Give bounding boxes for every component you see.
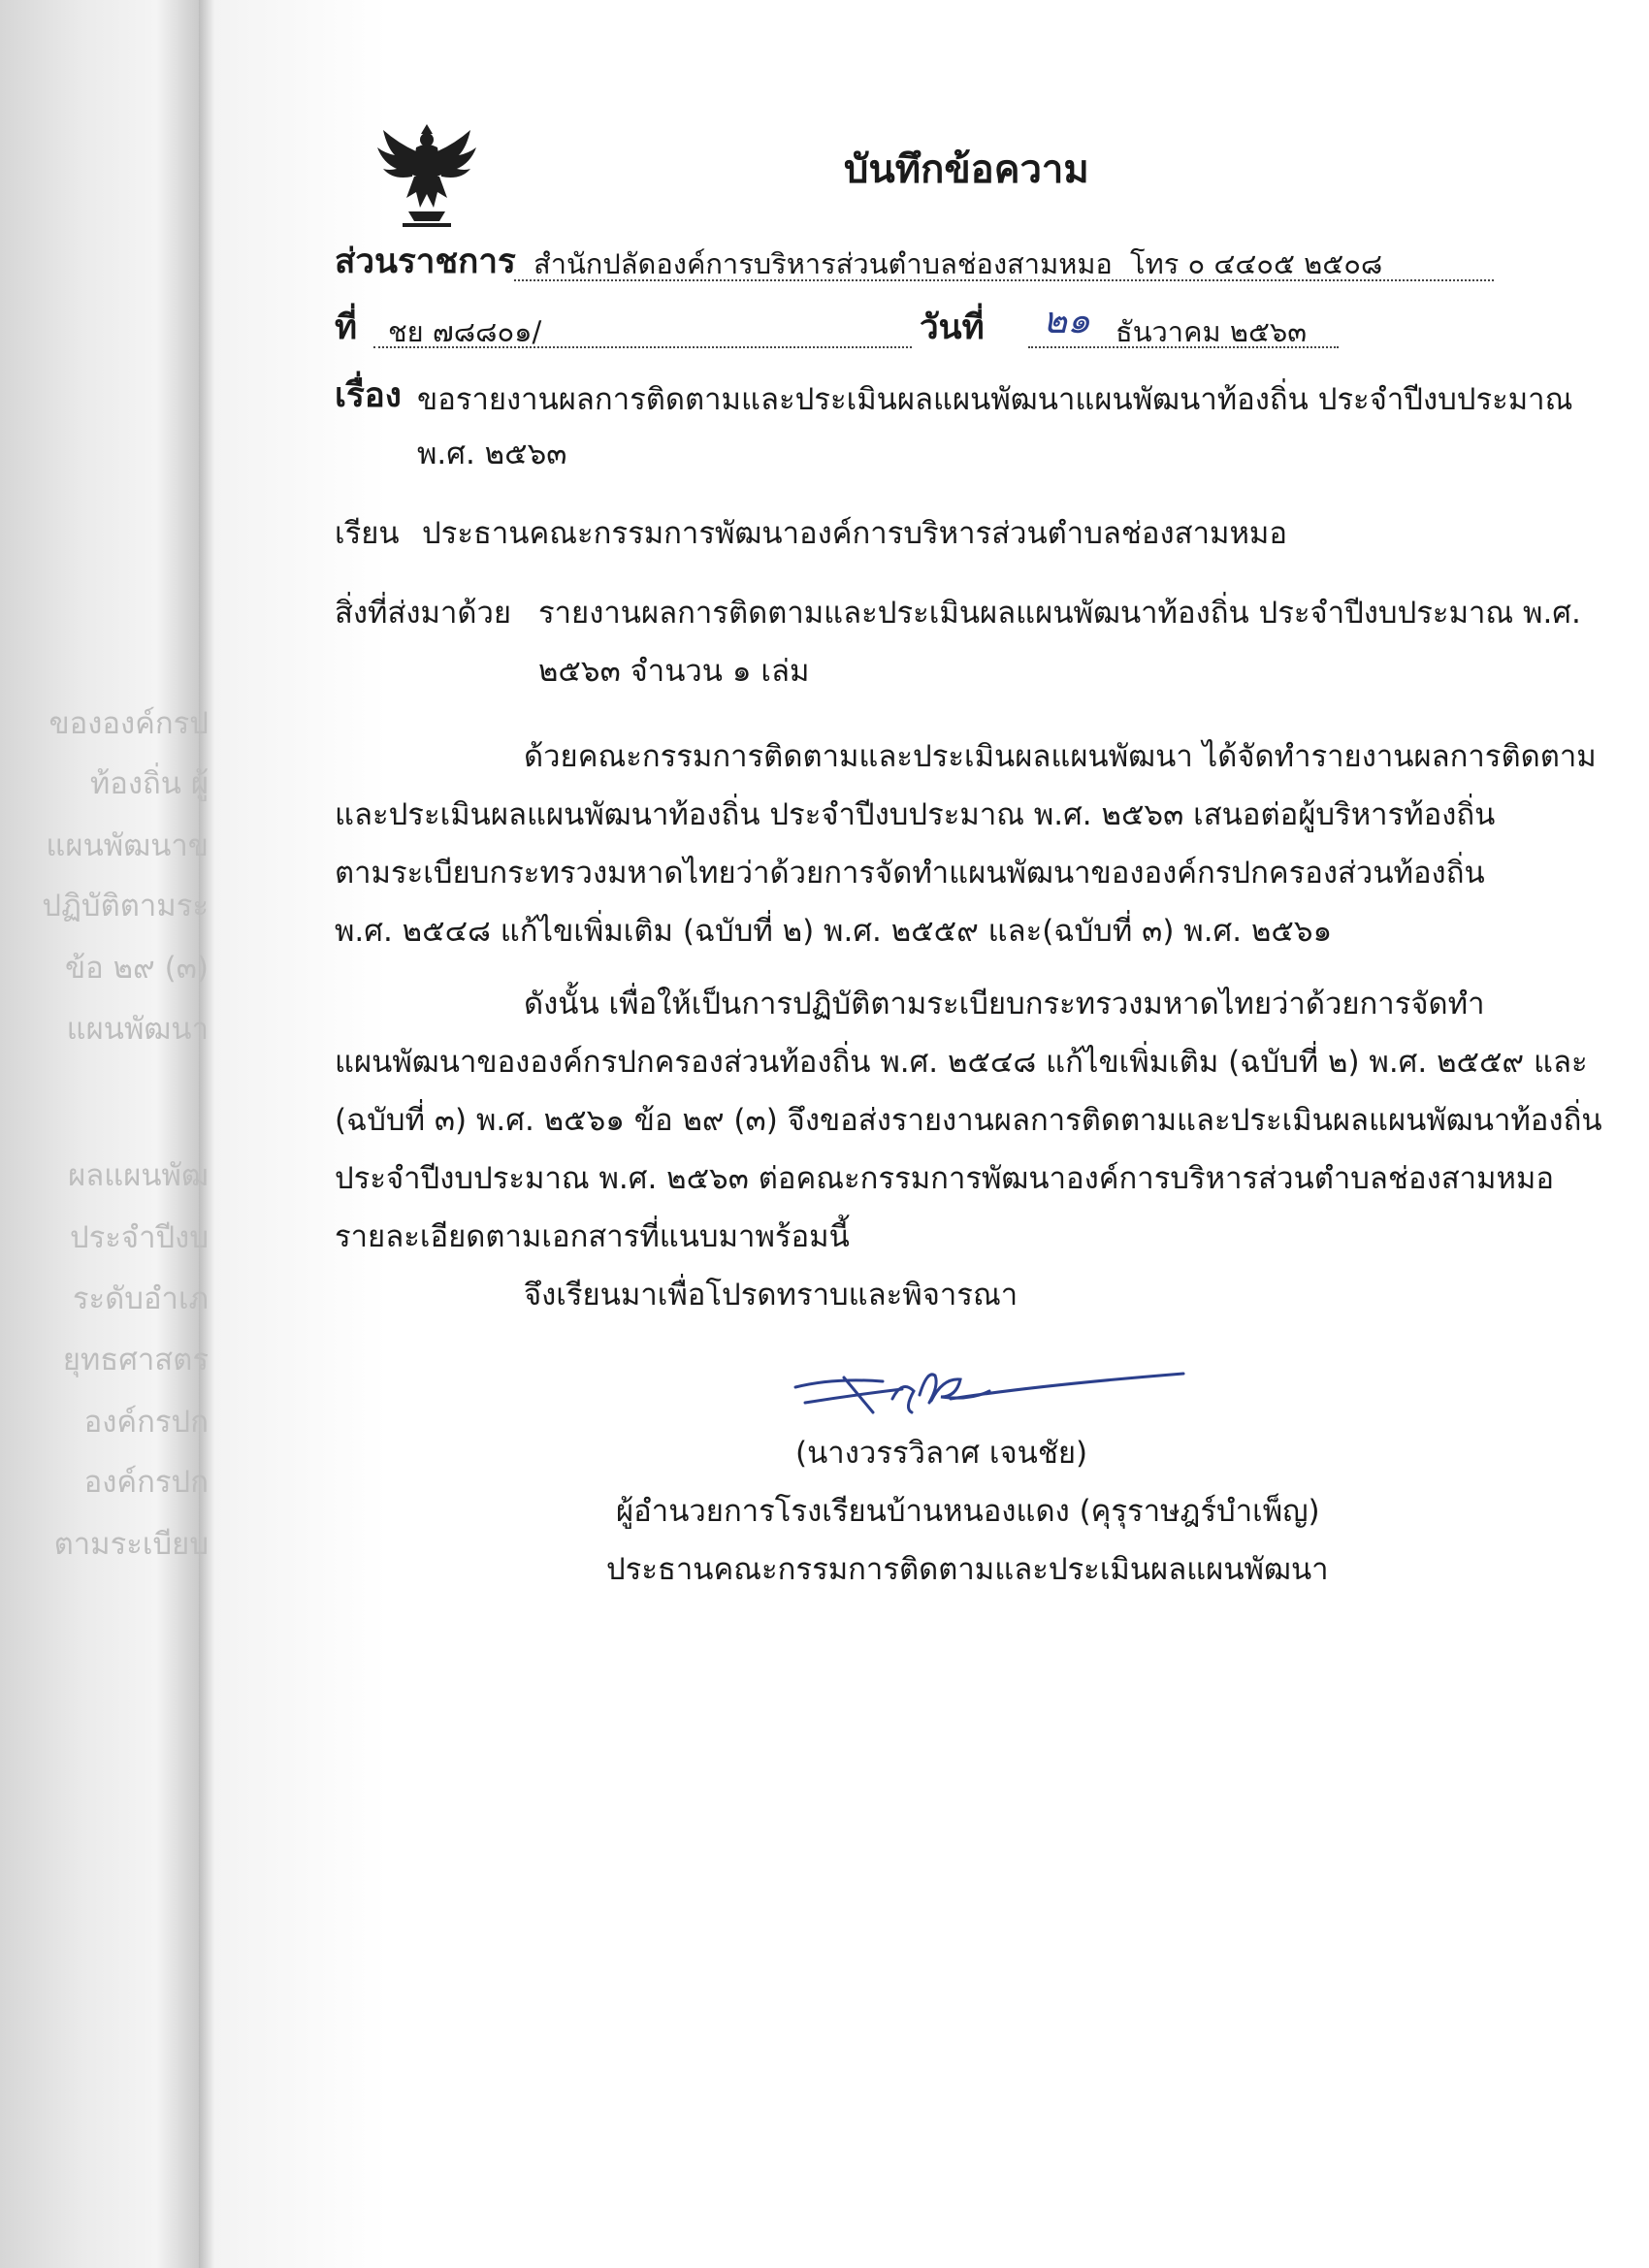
body-p2-line: ดังนั้น เพื่อให้เป็นการปฏิบัติตามระเบียบกระทรวงมหาดไทยว่าด้วยการจัดทำ xyxy=(524,987,1485,1021)
phone-value: โทร ๐ ๔๔๐๕ ๒๕๐๘ xyxy=(1130,247,1383,280)
bleed-line: ปฏิบัติตามระ xyxy=(42,889,209,923)
signatory-position-1: ผู้อำนวยการโรงเรียนบ้านหนองแดง (คุรุราษฎร์บำเพ็ญ) xyxy=(616,1494,1320,1529)
signatory-position-2: ประธานคณะกรรมการติดตามและประเมินผลแผนพัฒนา xyxy=(606,1552,1329,1587)
to-label: เรียน xyxy=(335,516,400,551)
bleed-line: แผนพัฒนา xyxy=(66,1012,209,1047)
body-p2-line: แผนพัฒนาขององค์กรปกครองส่วนท้องถิ่น พ.ศ. ๒๕๔๘ แก้ไขเพิ่มเติม (ฉบับที่ ๒) พ.ศ. ๒๕๕๙ และ xyxy=(335,1045,1588,1080)
body-p2-line: รายละเอียดตามเอกสารที่แนบมาพร้อมนี้ xyxy=(335,1219,850,1254)
bleed-line: ท้องถิ่น ผู้ xyxy=(89,766,209,801)
handwritten-signature xyxy=(786,1356,1193,1424)
body-p1-line: พ.ศ. ๒๕๔๘ แก้ไขเพิ่มเติม (ฉบับที่ ๒) พ.ศ. ๒๕๕๙ และ(ฉบับที่ ๓) พ.ศ. ๒๕๖๑ xyxy=(335,914,1333,949)
bleed-line: ยุทธศาสตร xyxy=(62,1343,209,1377)
date-month-year: ธันวาคม ๒๕๖๓ xyxy=(1116,315,1308,348)
bleed-line: ระดับอำเภ xyxy=(72,1281,209,1316)
signatory-name: (นางวรรวิลาศ เจนชัย) xyxy=(795,1436,1088,1471)
subject-label: เรื่อง xyxy=(335,376,402,415)
enclosure-label: สิ่งที่ส่งมาด้วย xyxy=(335,596,512,631)
date-day-handwritten: ๒๑ xyxy=(1043,299,1091,341)
date-label: วันที่ xyxy=(920,308,985,347)
bleed-line: แผนพัฒนาข xyxy=(46,828,209,863)
body-p1-line: และประเมินผลแผนพัฒนาท้องถิ่น ประจำปีงบประมาณ พ.ศ. ๒๕๖๓ เสนอต่อผู้บริหารท้องถิ่น xyxy=(335,797,1496,832)
body-p1-line: ด้วยคณะกรรมการติดตามและประเมินผลแผนพัฒนา ได้จัดทำรายงานผลการติดตาม xyxy=(524,739,1597,774)
body-p1-line: ตามระเบียบกระทรวงมหาดไทยว่าด้วยการจัดทำแผนพัฒนาขององค์กรปกครองส่วนท้องถิ่น xyxy=(335,856,1485,891)
ref-label: ที่ xyxy=(335,308,358,347)
bleed-line: ข้อ ๒๙ (๓) xyxy=(64,951,209,986)
memo-title: บันทึกข้อความ xyxy=(844,147,1089,192)
ref-value: ชย ๗๘๘๐๑/ xyxy=(388,315,542,348)
bleed-line: ผลแผนพัฒ xyxy=(68,1158,209,1193)
bleed-line: ประจำปีงบ xyxy=(69,1220,209,1255)
ref-dotted-line xyxy=(373,346,912,348)
bleed-line: ตามระเบียบ xyxy=(53,1527,209,1562)
agency-value: สำนักปลัดองค์การบริหารส่วนตำบลช่องสามหมอ xyxy=(534,247,1113,280)
agency-label: ส่วนราชการ xyxy=(335,243,516,281)
garuda-emblem-icon xyxy=(373,116,480,233)
to-value: ประธานคณะกรรมการพัฒนาองค์การบริหารส่วนตำบลช่องสามหมอ xyxy=(422,516,1287,551)
date-dotted-line xyxy=(1028,346,1339,348)
subject-line-1: ขอรายงานผลการติดตามและประเมินผลแผนพัฒนาแผนพัฒนาท้องถิ่น ประจำปีงบประมาณ xyxy=(417,382,1573,417)
bleed-line: ขององค์กรป xyxy=(48,706,209,741)
enclosure-line-1: รายงานผลการติดตามและประเมินผลแผนพัฒนาท้องถิ่น ประจำปีงบประมาณ พ.ศ. xyxy=(538,596,1581,631)
subject-line-2: พ.ศ. ๒๕๖๓ xyxy=(417,437,567,471)
body-p2-line: ประจำปีงบประมาณ พ.ศ. ๒๕๖๓ ต่อคณะกรรมการพัฒนาองค์การบริหารส่วนตำบลช่องสามหมอ xyxy=(335,1161,1554,1196)
body-p2-line: (ฉบับที่ ๓) พ.ศ. ๒๕๖๑ ข้อ ๒๙ (๓) จึงขอส่งรายงานผลการติดตามและประเมินผลแผนพัฒนาท้องถิ่น xyxy=(335,1103,1602,1138)
agency-dotted-line xyxy=(514,279,1494,281)
closing-line: จึงเรียนมาเพื่อโปรดทราบและพิจารณา xyxy=(524,1278,1018,1312)
bleed-line: องค์กรปก xyxy=(83,1465,209,1500)
enclosure-line-2: ๒๕๖๓ จำนวน ๑ เล่ม xyxy=(538,654,810,689)
bleed-line: องค์กรปก xyxy=(83,1405,209,1440)
